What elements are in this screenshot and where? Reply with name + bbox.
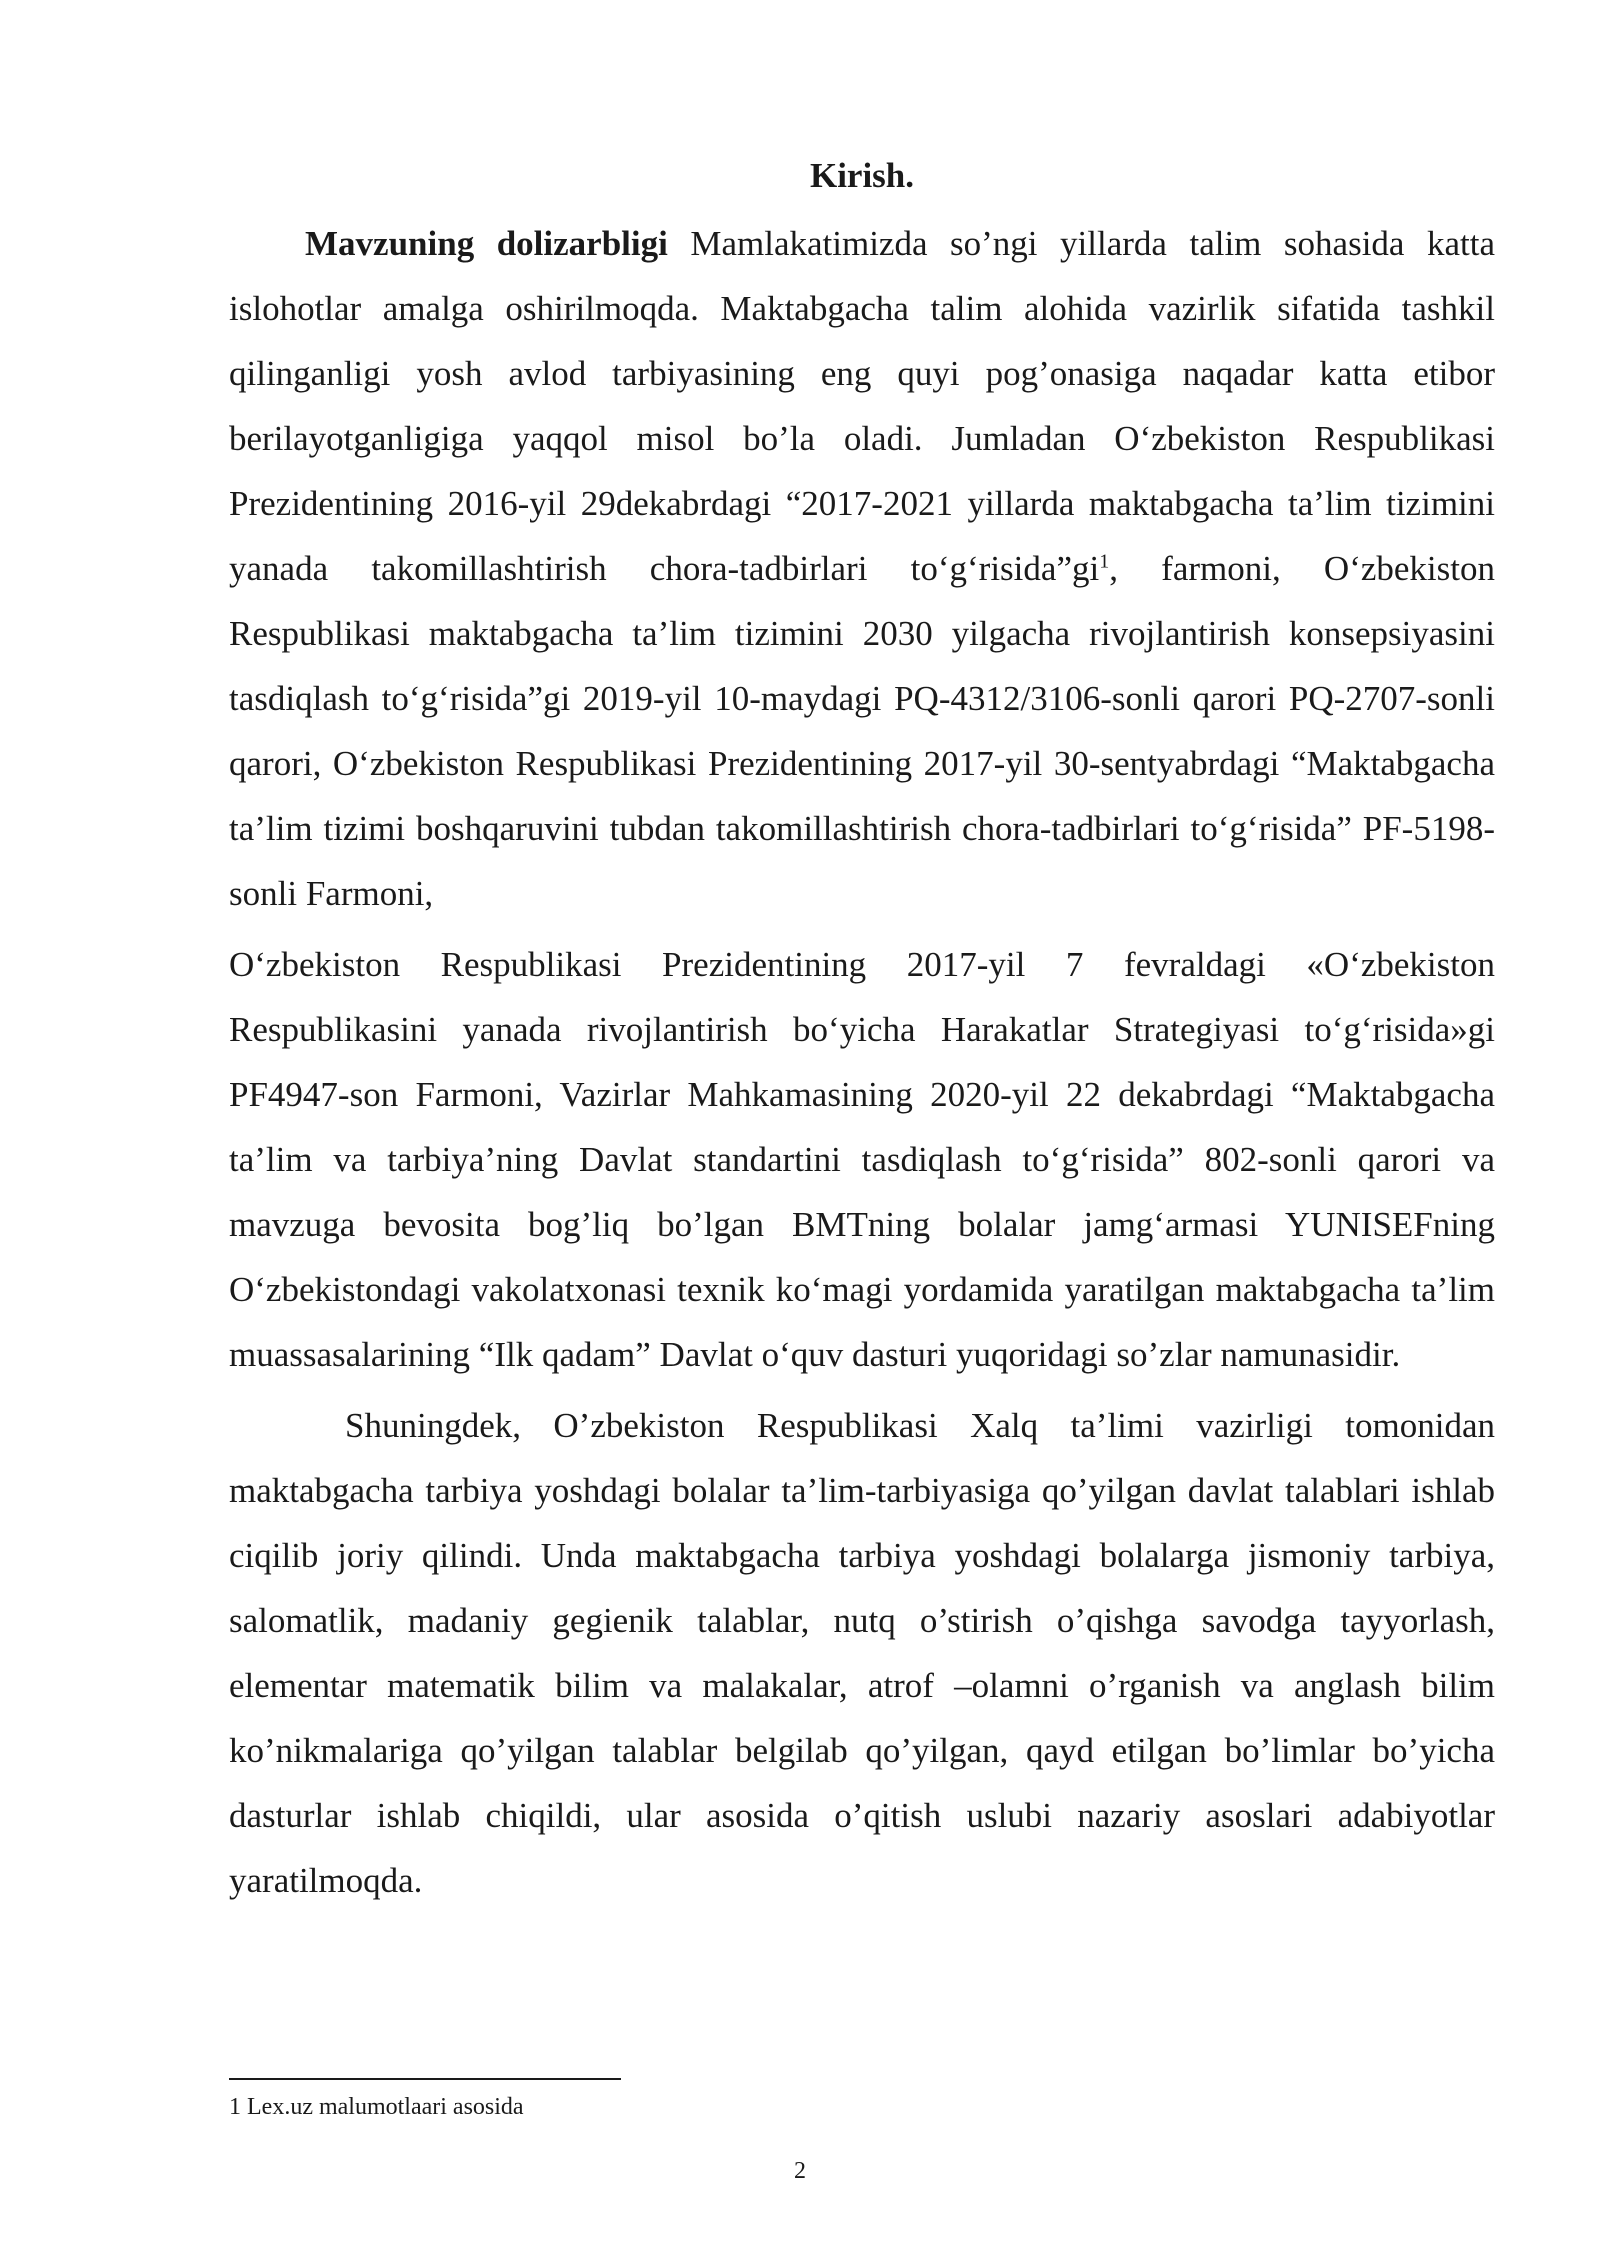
page-title: Kirish.: [809, 156, 915, 195]
paragraph-ministry: Shuningdek, O’zbekiston Respublikasi Xalq ta’limi vazirligi tomonidan maktabgacha tarbiya yoshdagi bolalar ta’lim-tarbiyasiga qo’yilgan davlat talablari ishlab ciqilib joriy qilindi. Unda maktabgacha tarbiya yoshdagi bolalarga jismoniy tarbiya, salomatlik, madaniy gegienik talablar, nutq o’stirish o’qishga savodga tayyorlash, elementar matematik bilim va malakalar, atrof –olamni o’rganish va anglash bilim ko’nikmalariga qo’yilgan talablar belgilab qo’yilgan, qayd etilgan bo’limlar bo’yicha dasturlar ishlab chiqildi, ular asosida o’qitish uslubi nazariy asoslari adabiyotlar yaratilmoqda.: [229, 1406, 1495, 1900]
paragraph-text-continued: , farmoni, O‘zbekiston Respublikasi maktabgacha ta’lim tizimini 2030 yilgacha rivojlantirish konsepsiyasini tasdiqlash to‘g‘risida”gi 2019-yil 10-maydagi PQ-4312/3106-sonli qarori PQ-2707-sonli qarori, O‘zbekiston Respublikasi Prezidentining 2017-yil 30-sentyabrdagi “Maktabgacha ta’lim tizimi boshqaruvini tubdan takomillashtirish chora-tadbirlari to‘g‘risida” PF-5198-sonli Farmoni,: [229, 549, 1495, 913]
footnote-reference[interactable]: 1: [1099, 550, 1110, 573]
paragraph-text: Mamlakatimizda so’ngi yillarda talim sohasida katta islohotlar amalga oshirilmoqda. Maktabgacha talim alohida vazirlik sifatida tashkil qilinganligi yosh avlod tarbiyasining eng quyi pog’onasiga naqadar katta etibor berilayotganligiga yaqqol misol bo’la oladi. Jumladan O‘zbekiston Respublikasi Prezidentining 2016-yil 29dekabrdagi “2017-2021 yillarda maktabgacha ta’lim tizimini yanada takomillashtirish chora-tadbirlari to‘g‘risida”gi: [229, 224, 1495, 588]
footnote-divider: [229, 2078, 621, 2080]
page-number: 2: [794, 2158, 806, 2184]
footnote-text: 1 Lex.uz malumotlaari asosida: [229, 2094, 524, 2120]
page-body: [229, 150, 1495, 1913]
paragraph-decrees: O‘zbekiston Respublikasi Prezidentining 2017-yil 7 fevraldagi «O‘zbekiston Respublikasini yanada rivojlantirish bo‘yicha Harakatlar Strategiyasi to‘g‘risida»gi PF4947-son Farmoni, Vazirlar Mahkamasining 2020-yil 22 dekabrdagi “Maktabgacha ta’lim va tarbiya’ning Davlat standartini tasdiqlash to‘g‘risida” 802-sonli qarori va mavzuga bevosita bog’liq bo’lgan BMTning bolalar jamg‘armasi YUNISEFning O‘zbekistondagi vakolatxonasi texnik ko‘magi yordamida yaratilgan maktabgacha ta’lim muassasalarining “Ilk qadam” Davlat o‘quv dasturi yuqoridagi so’zlar namunasidir.: [229, 945, 1495, 1374]
paragraph-relevance: [229, 211, 1495, 926]
paragraph-lead: Mavzuning dolizarbligi: [305, 224, 668, 263]
